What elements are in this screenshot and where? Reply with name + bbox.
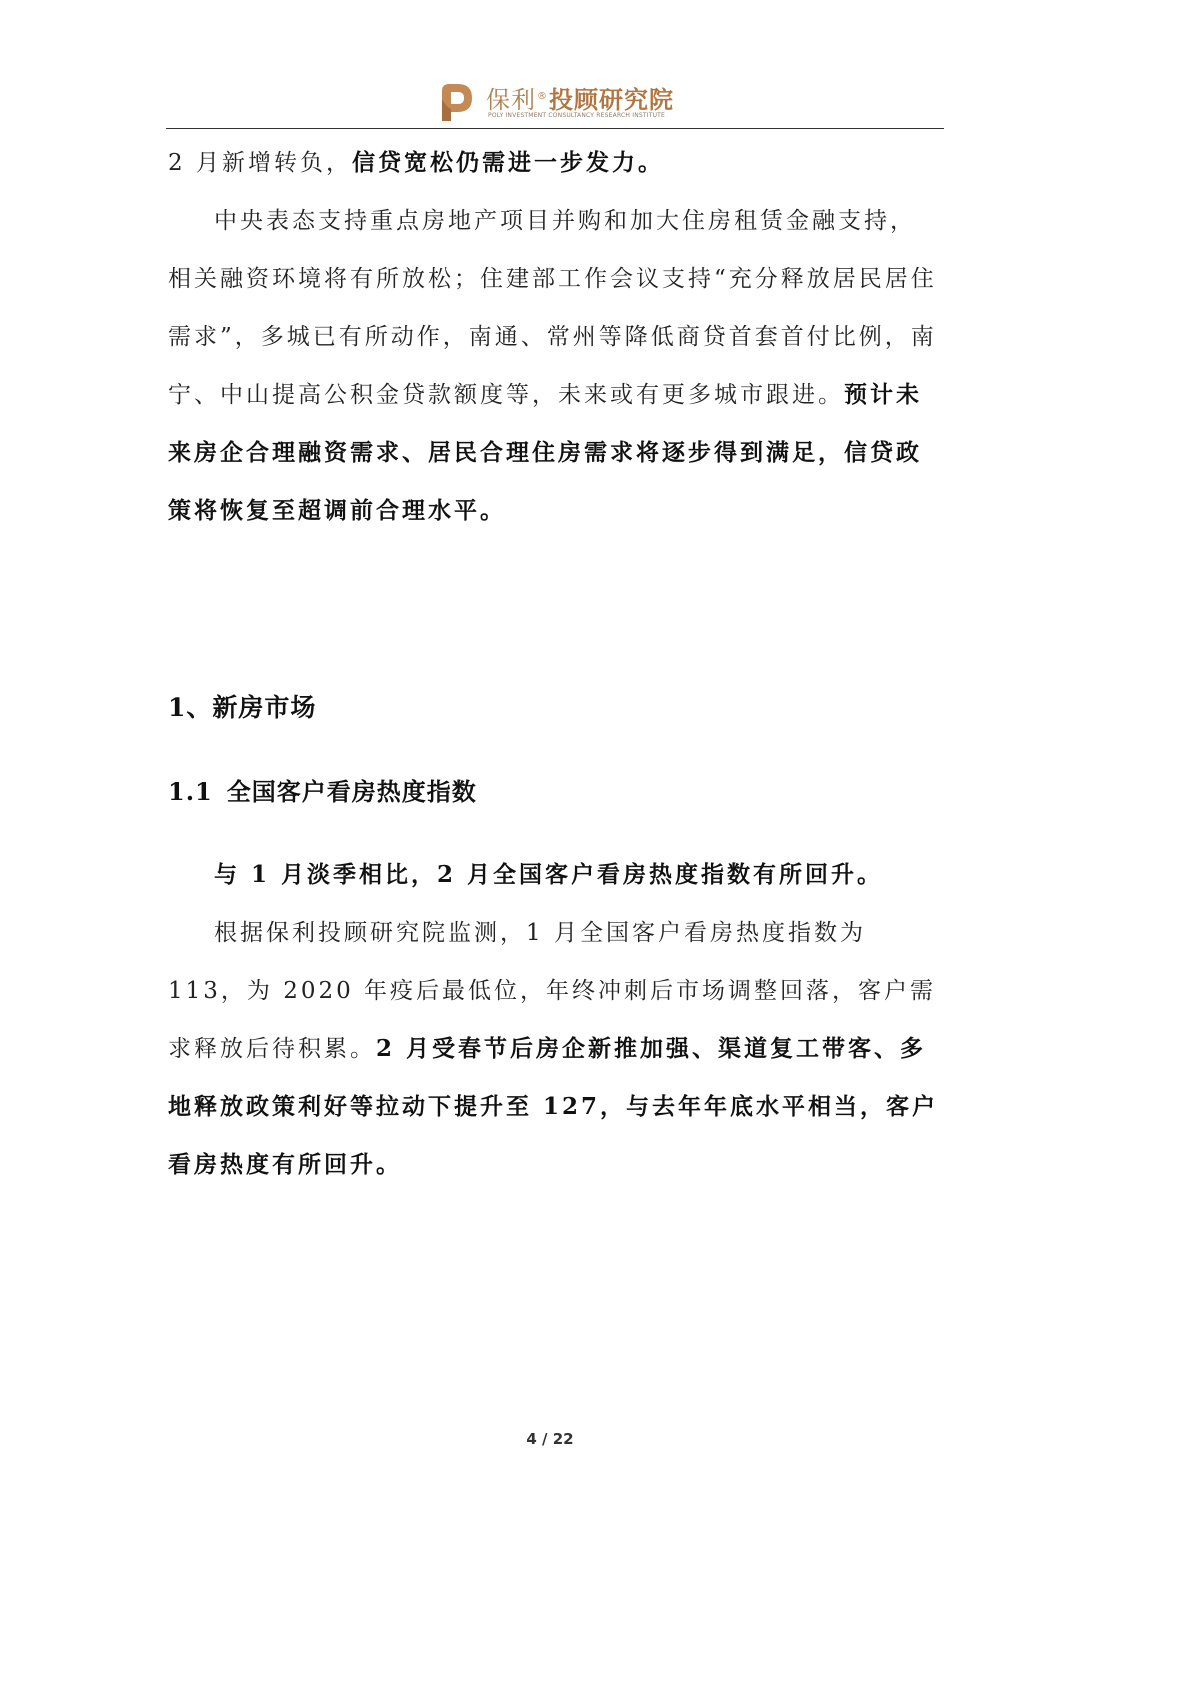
text-bold: 信贷宽松仍需进一步发力。 xyxy=(351,149,664,176)
subsection-heading xyxy=(168,772,477,807)
logo-english: POLY INVESTMENT CONSULTANCY RESEARCH INSTITUTE xyxy=(488,112,666,119)
logo-institute: 投顾研究院 xyxy=(549,86,674,114)
page-header xyxy=(0,0,1100,130)
paragraph-policy xyxy=(168,192,940,540)
logo-text xyxy=(486,80,674,115)
paragraph-credit xyxy=(168,134,940,192)
logo-brand: 保利 xyxy=(486,86,536,114)
registered-mark: ® xyxy=(537,91,548,102)
page-number: 4 / 22 xyxy=(526,1430,574,1448)
section-heading: 1、新房市场 xyxy=(168,693,317,722)
subsection-title: 全国客户看房热度指数 xyxy=(226,777,477,806)
poly-logo-icon xyxy=(434,81,476,123)
text: 中央表态支持重点房地产项目并购和加大住房租赁金融支持，相关融资环境将有所放松；住建部工作会议支持“充分释放居民居住需求”，多城已有所动作，南通、常州等降低商贷首套首付比例，南宁、中山提高公积金贷款额度等，未来或有更多城市跟进。 xyxy=(168,208,937,408)
paragraph-lead: 与 1 月淡季相比，2 月全国客户看房热度指数有所回升。 xyxy=(214,861,884,888)
paragraph-heat-index xyxy=(168,904,940,1194)
text-bold: 预计未来房企合理融资需求、居民合理住房需求将逐步得到满足，信贷政策将恢复至超调前合理水平。 xyxy=(168,381,922,524)
text: 2 月新增转负， xyxy=(168,150,352,176)
header-divider xyxy=(166,128,944,129)
text: 根据保利投顾研究院监测，1 月全国客户看房热度指数为 113，为 2020 年疫后最低位，年终冲刺后市场调整回落，客户需求释放后待积累。 xyxy=(168,920,937,1062)
text-bold: 2 月受春节后房企新推加强、渠道复工带客、多地释放政策利好等拉动下提升至 127，与去年年底水平相当，客户看房热度有所回升。 xyxy=(168,1035,939,1178)
subsection-number: 1.1 xyxy=(168,777,213,806)
logo xyxy=(434,78,674,126)
